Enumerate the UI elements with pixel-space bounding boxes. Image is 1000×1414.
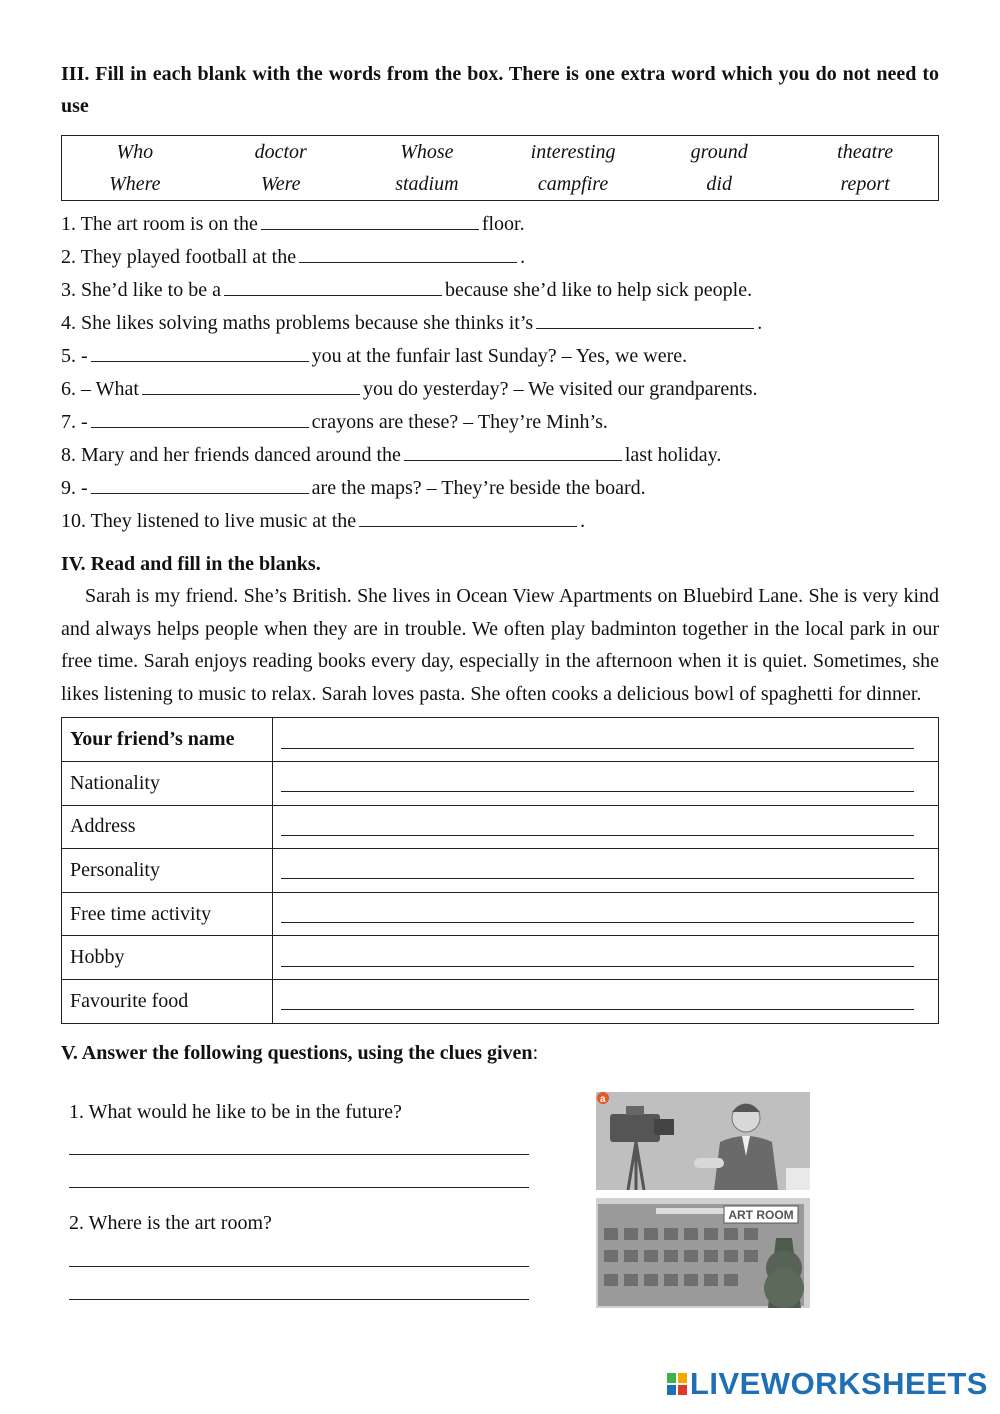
- question-text: .: [580, 510, 586, 532]
- word-box-word: interesting: [530, 141, 616, 163]
- question-text: floor.: [481, 213, 525, 235]
- answer-blank[interactable]: [91, 343, 309, 362]
- answer-blank[interactable]: [359, 508, 577, 527]
- question-5: [61, 340, 939, 373]
- question-10: [61, 505, 939, 538]
- row-label: Free time activity: [62, 892, 273, 936]
- school-building-illustration: [596, 1198, 810, 1308]
- row-label: Hobby: [62, 936, 273, 980]
- answer-cell[interactable]: [273, 892, 939, 936]
- answer-cell[interactable]: [273, 849, 939, 893]
- liveworksheets-logo: [666, 1366, 988, 1402]
- answer-line[interactable]: [281, 921, 914, 923]
- answer-cell[interactable]: [273, 979, 939, 1023]
- section-5-heading: [61, 1038, 939, 1068]
- question-text: .: [520, 246, 526, 268]
- table-row: [62, 979, 939, 1023]
- word-box-word: theatre: [837, 141, 894, 163]
- question-text: 1. The art room is on the: [61, 213, 258, 235]
- question-text: 5. -: [61, 345, 88, 367]
- art-room-picture: [596, 1198, 810, 1308]
- word-box-row: [62, 168, 939, 201]
- answer-line[interactable]: [69, 1265, 529, 1267]
- answer-cell[interactable]: [273, 761, 939, 805]
- answer-cell[interactable]: [273, 805, 939, 849]
- word-box-word: did: [706, 173, 732, 195]
- question-2: [61, 241, 939, 274]
- answer-blank[interactable]: [261, 211, 479, 230]
- question-6: [61, 373, 939, 406]
- word-box-word: campfire: [537, 173, 609, 195]
- answer-blank[interactable]: [299, 244, 517, 263]
- fill-blank-questions: [61, 208, 939, 538]
- question-text: because she’d like to help sick people.: [444, 279, 753, 301]
- answer-line[interactable]: [281, 1008, 914, 1010]
- question-9: [61, 472, 939, 505]
- question-text: are the maps? – They’re beside the board.: [311, 477, 646, 499]
- word-box-row: [62, 136, 939, 169]
- picture-letter-a: a: [600, 1094, 606, 1105]
- question-1: [61, 208, 939, 241]
- reading-passage: Sarah is my friend. She’s British. She lives in Ocean View Apartments on Bluebird Lane. She is very kind and always helps people when they are in trouble. We often play badminton together in the local park in our free time. Sarah enjoys reading books every day, especially in the afternoon when it is quiet. Sometimes, she likes listening to music to relax. Sarah loves pasta. She often cooks a delicious bowl of spaghetti for dinner.: [61, 585, 939, 705]
- answer-line[interactable]: [281, 747, 914, 749]
- question-text: last holiday.: [624, 444, 722, 466]
- section-5-heading-colon: :: [532, 1041, 539, 1064]
- answer-line[interactable]: [281, 965, 914, 967]
- question-7: [61, 406, 939, 439]
- word-box-word: ground: [690, 141, 748, 163]
- word-box-word: doctor: [254, 141, 307, 163]
- worksheet-page: [61, 58, 939, 1068]
- question-text: 2. Where is the art room?: [69, 1212, 272, 1234]
- question-text: 6. – What: [61, 378, 139, 400]
- answer-line[interactable]: [69, 1153, 529, 1155]
- answer-line[interactable]: [69, 1298, 529, 1300]
- answer-blank[interactable]: [91, 409, 309, 428]
- word-box-word: Where: [109, 173, 161, 195]
- table-row: [62, 849, 939, 893]
- question-text: 7. -: [61, 411, 88, 433]
- question-text: you at the funfair last Sunday? – Yes, we were.: [311, 345, 688, 367]
- question-text: 9. -: [61, 477, 88, 499]
- row-label: Favourite food: [62, 979, 273, 1023]
- answer-line[interactable]: [281, 790, 914, 792]
- answer-blank[interactable]: [142, 376, 360, 395]
- word-box-word: Whose: [400, 141, 454, 163]
- answer-blank[interactable]: [404, 442, 622, 461]
- question-text: 4. She likes solving maths problems because she thinks it’s: [61, 312, 534, 334]
- reporter-picture: [596, 1092, 810, 1190]
- question-4: [61, 307, 939, 340]
- word-box-word: stadium: [395, 173, 459, 195]
- question-text: you do yesterday? – We visited our grandparents.: [362, 378, 758, 400]
- answer-line[interactable]: [69, 1186, 529, 1188]
- answer-line[interactable]: [281, 834, 914, 836]
- question-block-1: [69, 1097, 529, 1127]
- reporter-illustration: [596, 1092, 810, 1190]
- table-row: [62, 761, 939, 805]
- liveworksheets-logo-icon: [666, 1371, 688, 1397]
- friend-info-table: [61, 717, 939, 1023]
- question-text: .: [757, 312, 763, 334]
- row-label: Personality: [62, 849, 273, 893]
- section-5-heading-text: V. Answer the following questions, using the clues given: [61, 1041, 533, 1064]
- word-box-word: Were: [260, 173, 301, 195]
- table-row: [62, 892, 939, 936]
- table-row: [62, 805, 939, 849]
- question-3: [61, 274, 939, 307]
- section-3-heading: III. Fill in each blank with the words from the box. There is one extra word which you do not need to use: [61, 63, 939, 117]
- answer-blank[interactable]: [536, 310, 754, 329]
- question-text: 2. They played football at the: [61, 246, 297, 268]
- question-8: [61, 439, 939, 472]
- question-block-2: [69, 1208, 529, 1238]
- question-text: 3. She’d like to be a: [61, 279, 221, 301]
- question-text: crayons are these? – They’re Minh’s.: [311, 411, 608, 433]
- question-text: 8. Mary and her friends danced around the: [61, 444, 401, 466]
- row-label: Nationality: [62, 761, 273, 805]
- answer-cell[interactable]: [273, 718, 939, 762]
- table-row: [62, 936, 939, 980]
- row-label: Address: [62, 805, 273, 849]
- liveworksheets-logo-text: LIVEWORKSHEETS: [689, 1366, 988, 1401]
- answer-cell[interactable]: [273, 936, 939, 980]
- word-box: [61, 135, 939, 201]
- table-row: [62, 718, 939, 762]
- answer-line[interactable]: [281, 877, 914, 879]
- answer-blank[interactable]: [224, 277, 442, 296]
- question-text: 1. What would he like to be in the future?: [69, 1101, 402, 1123]
- question-text: 10. They listened to live music at the: [61, 510, 357, 532]
- word-box-word: Who: [116, 141, 154, 163]
- art-room-sign: ART ROOM: [728, 1208, 794, 1222]
- answer-blank[interactable]: [91, 475, 309, 494]
- word-box-word: report: [840, 173, 890, 195]
- row-label: Your friend’s name: [62, 718, 273, 762]
- section-4-heading: IV. Read and fill in the blanks.: [61, 553, 321, 575]
